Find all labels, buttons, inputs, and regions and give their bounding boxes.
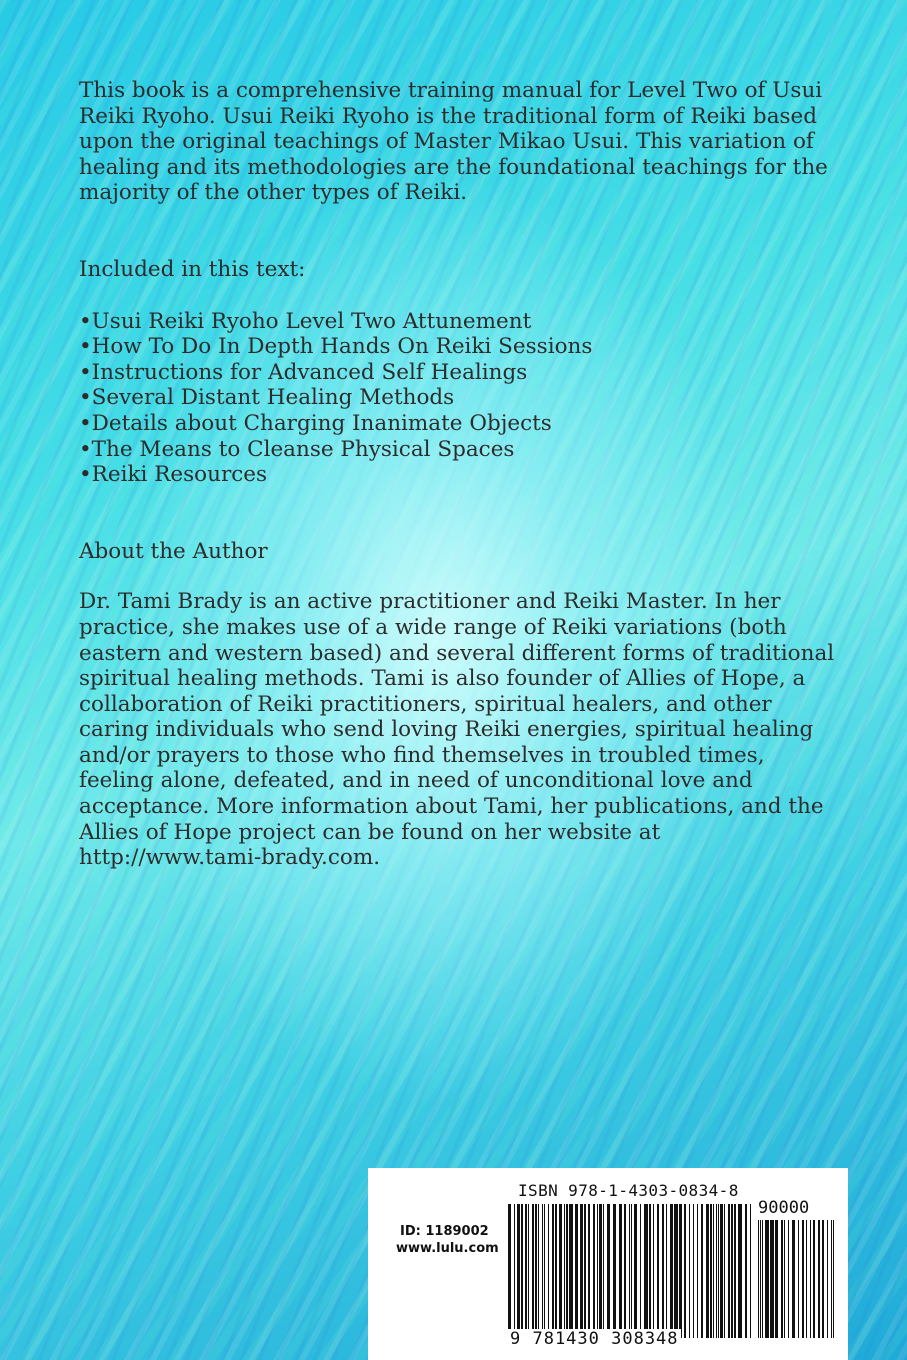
barcode-bar bbox=[619, 1204, 622, 1338]
barcode-bar bbox=[564, 1204, 565, 1338]
list-item: •Usui Reiki Ryoho Level Two Attunement bbox=[79, 308, 532, 334]
barcode-bar bbox=[781, 1220, 783, 1338]
barcode-bar bbox=[653, 1204, 654, 1338]
barcode-bar bbox=[718, 1204, 719, 1338]
barcode-bar bbox=[666, 1204, 667, 1338]
barcode-bar bbox=[593, 1204, 595, 1338]
list-item: •How To Do In Depth Hands On Reiki Sessions bbox=[79, 334, 593, 360]
list-item: •The Means to Cleanse Physical Spaces bbox=[79, 436, 515, 462]
barcode-bar bbox=[607, 1204, 610, 1338]
barcode-bar bbox=[634, 1204, 637, 1338]
barcode-bar bbox=[662, 1204, 664, 1338]
barcode-bar bbox=[765, 1220, 769, 1338]
barcode-bar bbox=[798, 1220, 799, 1338]
book-description: This book is a comprehensive training manual for Level Two of Usui Reiki Ryoho. Usui Reiki Ryoho is the traditional form of Reiki based upon the original teachings of Master Mikao Usui. This variation of healing and its methodologies are the foundational teachings for the majority of the other types of Reiki. bbox=[79, 78, 828, 206]
barcode-bar bbox=[508, 1204, 511, 1338]
barcode-bar bbox=[758, 1220, 759, 1338]
barcode-bar bbox=[745, 1204, 747, 1338]
barcode-bar bbox=[697, 1204, 698, 1338]
barcode-bar bbox=[674, 1204, 678, 1338]
barcode-bar bbox=[720, 1204, 723, 1338]
barcode-bar bbox=[629, 1204, 630, 1338]
barcode-bar bbox=[599, 1204, 602, 1338]
barcode-bar bbox=[806, 1220, 807, 1338]
barcode-bar bbox=[580, 1204, 583, 1338]
list-item: •Reiki Resources bbox=[79, 462, 268, 488]
barcode-bar bbox=[538, 1204, 539, 1338]
barcode-bar bbox=[716, 1204, 717, 1338]
author-bio: Dr. Tami Brady is an active practitioner and Reiki Master. In her practice, she makes use of a wide range of Reiki variations (both eastern and western based) and several different forms of traditional spiritual healing methods. Tami is also founder of Allies of Hope, a collaboration of Reiki practitioners, spiritual healers, and other caring individuals who send loving Reiki energies, spiritual healing and/or prayers to those who find themselves in troubled times, feeling alone, defeated, and in need of unconditional love and acceptance. More information about Tami, her publications, and the Allies of Hope project can be found on her website at http://www.tami-brady.com. bbox=[79, 589, 835, 871]
barcode-bar bbox=[584, 1204, 586, 1338]
barcode-bar bbox=[542, 1204, 543, 1338]
barcode-bar bbox=[640, 1204, 641, 1338]
barcode-bar bbox=[775, 1220, 778, 1338]
barcode-bar bbox=[734, 1204, 736, 1338]
price-code: 90000 bbox=[758, 1198, 810, 1218]
barcode-bar bbox=[738, 1204, 742, 1338]
barcode-bar bbox=[788, 1220, 789, 1338]
barcode-bar bbox=[792, 1220, 795, 1338]
barcode-bar bbox=[822, 1220, 824, 1338]
included-heading: Included in this text: bbox=[79, 256, 306, 282]
barcode-bar bbox=[624, 1204, 626, 1338]
barcode-bar bbox=[535, 1204, 537, 1338]
barcode-bar bbox=[706, 1204, 709, 1338]
list-item: •Several Distant Healing Methods bbox=[79, 385, 455, 411]
publisher-url: www.lulu.com bbox=[396, 1241, 499, 1256]
barcode-bar bbox=[813, 1220, 815, 1338]
barcode-panel bbox=[368, 1168, 848, 1360]
included-list bbox=[79, 309, 839, 488]
barcode-bar bbox=[517, 1204, 520, 1338]
barcode-bar bbox=[831, 1220, 832, 1338]
barcode-bar bbox=[597, 1204, 598, 1338]
barcode-bar bbox=[710, 1204, 712, 1338]
barcode-bar bbox=[532, 1204, 534, 1338]
barcode-bar bbox=[644, 1204, 648, 1338]
barcode-bar bbox=[521, 1204, 523, 1338]
barcode-bar bbox=[528, 1204, 529, 1338]
barcode-bar bbox=[784, 1220, 785, 1338]
isbn-number: ISBN 978-1-4303-0834-8 bbox=[518, 1181, 739, 1200]
barcode-bar bbox=[657, 1204, 659, 1338]
barcode-bar bbox=[649, 1204, 651, 1338]
barcode-bar bbox=[544, 1204, 545, 1338]
barcode-bar bbox=[559, 1204, 562, 1338]
list-item: •Details about Charging Inanimate Objects bbox=[79, 410, 552, 436]
barcode-bar bbox=[670, 1204, 673, 1338]
barcode-bar bbox=[827, 1220, 828, 1338]
barcode-bar bbox=[693, 1204, 694, 1338]
barcode-bar bbox=[713, 1204, 714, 1338]
barcode-bar bbox=[548, 1204, 549, 1338]
description-block bbox=[79, 78, 839, 871]
barcode-bar bbox=[575, 1204, 578, 1338]
barcode-bar bbox=[569, 1204, 573, 1338]
barcode-bar bbox=[603, 1204, 604, 1338]
barcode-bar bbox=[750, 1204, 751, 1338]
barcode-bar bbox=[818, 1220, 820, 1338]
barcode-bar bbox=[770, 1220, 774, 1338]
barcode-bar bbox=[555, 1204, 557, 1338]
barcode-digits: 9 781430 308348 bbox=[510, 1329, 679, 1349]
barcode-bar bbox=[631, 1204, 632, 1338]
barcode-bar bbox=[701, 1204, 703, 1338]
list-item: •Instructions for Advanced Self Healings bbox=[79, 359, 528, 385]
barcode-bar bbox=[762, 1220, 763, 1338]
barcode-bar bbox=[728, 1204, 730, 1338]
barcode-bar bbox=[689, 1204, 690, 1338]
barcode-bar bbox=[724, 1204, 725, 1338]
barcode-bar bbox=[731, 1204, 733, 1338]
barcode-bar bbox=[810, 1220, 811, 1338]
barcode-bar bbox=[760, 1220, 761, 1338]
barcode-bar bbox=[613, 1204, 616, 1338]
barcode-bar bbox=[525, 1204, 527, 1338]
barcode-bar bbox=[802, 1220, 804, 1338]
about-heading: About the Author bbox=[79, 538, 268, 564]
barcode-bar bbox=[684, 1204, 686, 1338]
barcode-bar bbox=[552, 1204, 554, 1338]
barcode-bar bbox=[588, 1204, 590, 1338]
barcode-bar bbox=[833, 1220, 834, 1338]
publisher-id: ID: 1189002 bbox=[400, 1224, 489, 1239]
barcode-bar bbox=[514, 1204, 515, 1338]
barcode-bar bbox=[679, 1204, 682, 1338]
barcode-bar bbox=[566, 1204, 568, 1338]
